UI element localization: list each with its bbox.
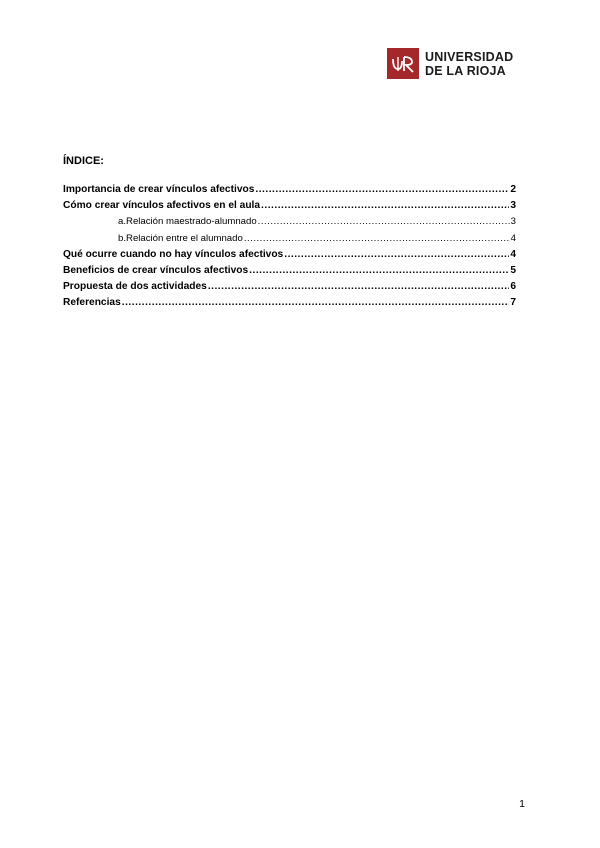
toc-subentry-marker: a. <box>118 216 127 228</box>
toc-entry-text: Beneficios de crear vínculos afectivos <box>63 264 249 276</box>
toc-entry-page: 2 <box>510 184 516 195</box>
toc-entry-page: 4 <box>510 248 516 260</box>
toc-entry-text: Importancia de crear vínculos afectivos <box>63 184 255 195</box>
logo-emblem-icon <box>387 48 419 79</box>
toc-entry-page: 3 <box>510 200 516 212</box>
toc-entry-text: Relación maestrado-alumnado <box>126 216 257 228</box>
index-title: ÍNDICE: <box>63 155 104 167</box>
toc-leader <box>208 281 510 292</box>
toc-leader <box>255 184 509 195</box>
logo-line-2: DE LA RIOJA <box>425 63 506 78</box>
toc-entry[interactable] <box>63 281 516 297</box>
logo-wordmark <box>425 50 513 78</box>
toc-entry[interactable] <box>63 297 516 313</box>
toc-entry-text: Relación entre el alumnado <box>126 232 243 244</box>
toc-entry-page: 4 <box>510 232 516 244</box>
toc-subentry-marker: b. <box>118 232 127 244</box>
toc-entry[interactable] <box>63 184 516 200</box>
toc-entry[interactable] <box>63 200 516 216</box>
toc-entry[interactable] <box>63 265 516 281</box>
toc-leader <box>244 233 510 244</box>
logo-monogram-icon <box>390 53 416 75</box>
toc-entry-page: 5 <box>510 264 516 276</box>
toc-entry-page: 3 <box>510 216 516 228</box>
toc-leader <box>284 249 509 260</box>
toc-entry-text: Propuesta de dos actividades <box>63 281 207 293</box>
toc-entry-text: Referencias <box>63 297 121 309</box>
toc-entry-text: Qué ocurre cuando no hay vínculos afectivos <box>63 248 284 260</box>
university-logo <box>387 48 513 79</box>
toc-subentry[interactable] <box>63 216 516 232</box>
toc-subentry[interactable] <box>63 233 516 249</box>
toc-entry-page: 7 <box>510 297 516 309</box>
toc-leader <box>249 265 509 276</box>
toc-leader <box>261 200 509 211</box>
toc-entry[interactable] <box>63 249 516 265</box>
logo-line-1: UNIVERSIDAD <box>425 49 514 64</box>
toc-leader <box>122 297 510 308</box>
page-number: 1 <box>519 798 525 810</box>
toc-leader <box>258 216 510 227</box>
toc-entry-page: 6 <box>510 281 516 293</box>
toc-entry-text: Cómo crear vínculos afectivos en el aula <box>63 200 261 212</box>
table-of-contents <box>63 184 516 314</box>
